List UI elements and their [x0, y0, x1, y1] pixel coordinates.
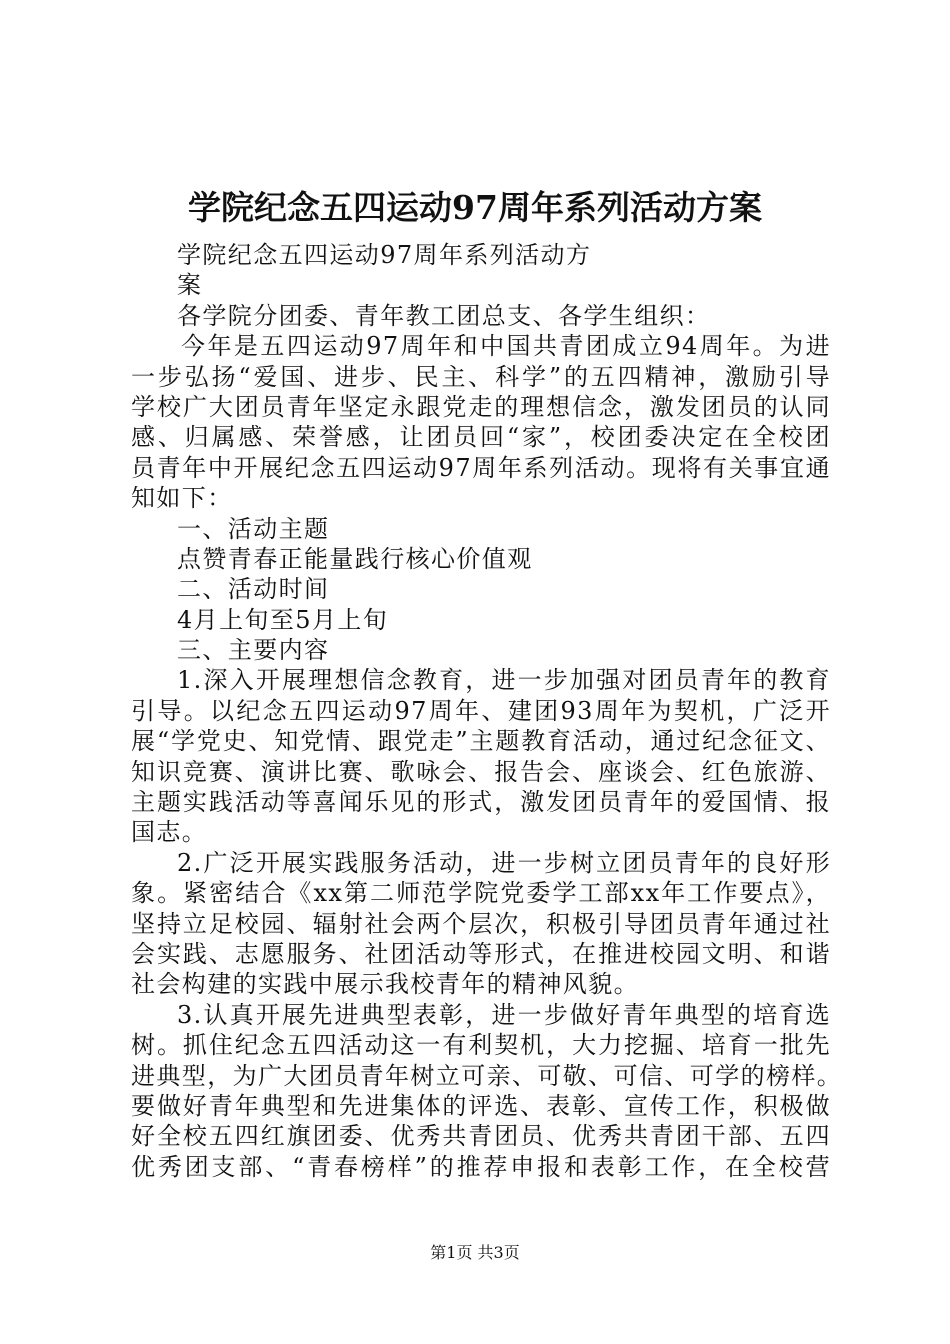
text-line: 今年是五四运动97周年和中国共青团成立94周年。为进	[181, 332, 831, 361]
text-line: 树。抓住纪念五四活动这一有利契机，大力挖掘、培育一批先	[131, 1031, 831, 1060]
text-line: 象。紧密结合《xx第二师范学院党委学工部xx年工作要点》，	[131, 879, 831, 908]
text-line: 1.深入开展理想信念教育，进一步加强对团员青年的教育	[177, 666, 831, 695]
text-line: 要做好青年典型和先进集体的评选、表彰、宣传工作，积极做	[131, 1091, 831, 1120]
text-line: 社会构建的实践中展示我校青年的精神风貌。	[131, 970, 639, 999]
text-line: 2.广泛开展实践服务活动，进一步树立团员青年的良好形	[177, 848, 831, 877]
text-line: 学院纪念五四运动97周年系列活动方	[177, 241, 592, 269]
text-line: 主题实践活动等喜闻乐见的形式，激发团员青年的爱国情、报	[131, 788, 831, 817]
text-line: 国志。	[131, 818, 208, 847]
text-line: 4月上旬至5月上旬	[177, 605, 389, 634]
document-body	[131, 240, 843, 1182]
text-line: 员青年中开展纪念五四运动97周年系列活动。现将有关事宜通	[131, 453, 831, 482]
text-line: 感、归属感、荣誉感，让团员回“家”，校团委决定在全校团	[131, 423, 831, 452]
text-line: 引导。以纪念五四运动97周年、建团93周年为契机，广泛开	[131, 696, 831, 725]
page-footer: 第1页 共3页	[430, 1243, 520, 1262]
text-line: 各学院分团委、青年教工团总支、各学生组织：	[177, 301, 711, 330]
text-line: 一步弘扬“爱国、进步、民主、科学”的五四精神，激励引导	[131, 362, 831, 391]
text-line: 知如下：	[131, 484, 233, 513]
text-line: 坚持立足校园、辐射社会两个层次，积极引导团员青年通过社	[131, 909, 831, 938]
text-line: 优秀团支部、“青春榜样”的推荐申报和表彰工作，在全校营	[131, 1152, 831, 1181]
text-line: 3.认真开展先进典型表彰，进一步做好青年典型的培育选	[177, 1000, 831, 1029]
text-line: 会实践、志愿服务、社团活动等形式，在推进校园文明、和谐	[131, 939, 831, 968]
text-line: 学校广大团员青年坚定永跟党走的理想信念，激发团员的认同	[131, 392, 831, 421]
text-line: 知识竞赛、演讲比赛、歌咏会、报告会、座谈会、红色旅游、	[131, 757, 831, 786]
text-line: 好全校五四红旗团委、优秀共青团员、优秀共青团干部、五四	[131, 1122, 831, 1151]
text-line: 点赞青春正能量践行核心价值观	[177, 544, 533, 573]
text-line: 二、活动时间	[177, 575, 330, 604]
text-line: 一、活动主题	[177, 514, 330, 543]
text-line: 案	[177, 271, 203, 300]
text-line: 三、主要内容	[177, 636, 330, 665]
text-line: 展“学党史、知党情、跟党走”主题教育活动，通过纪念征文、	[131, 727, 831, 756]
text-line: 进典型，为广大团员青年树立可亲、可敬、可信、可学的榜样。	[131, 1061, 843, 1090]
document-title: 学院纪念五四运动97周年系列活动方案	[188, 188, 762, 227]
